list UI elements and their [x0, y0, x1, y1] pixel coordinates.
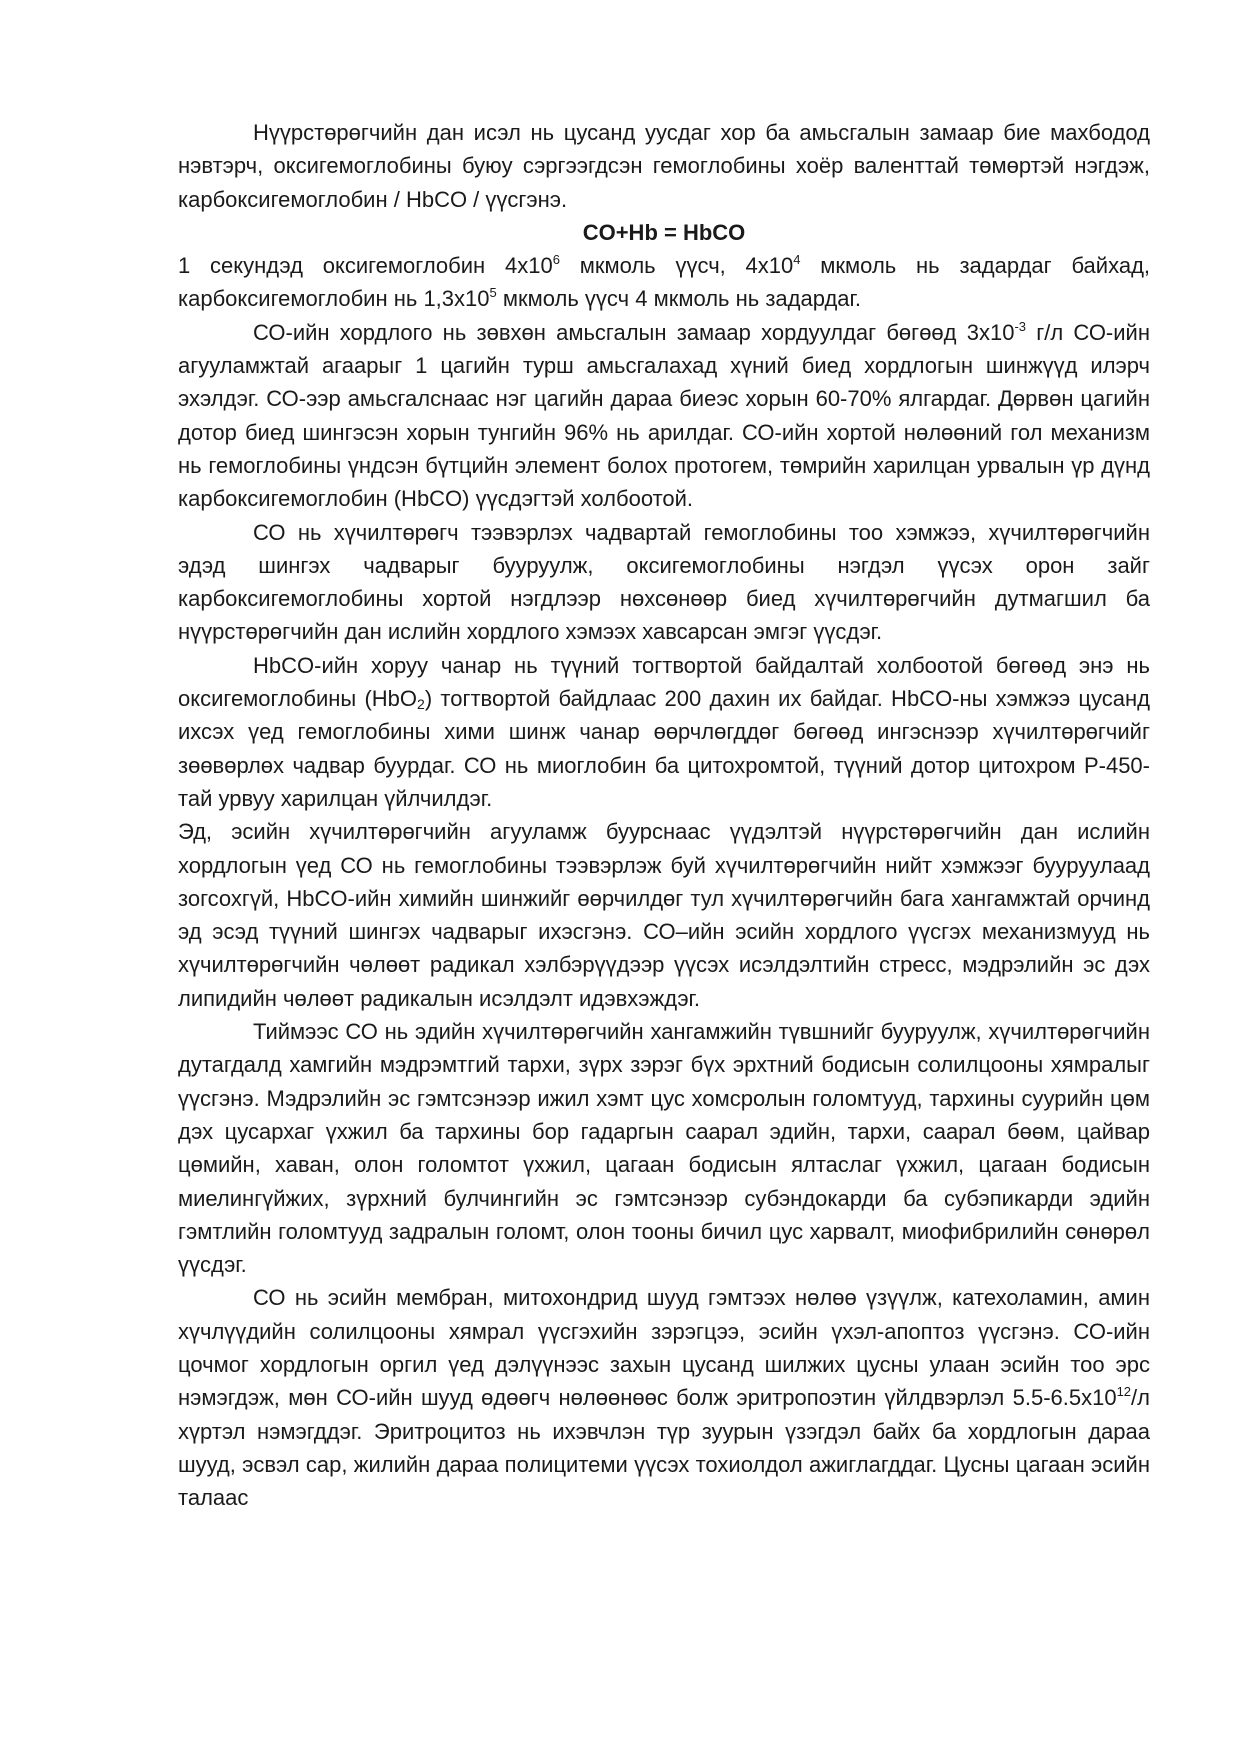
text-run: мкмоль үүсч, 4x10	[559, 253, 794, 279]
superscript: 12	[1116, 1384, 1132, 1400]
text-run: HbCO-ийн хоруу чанар нь түүний тогтвортой байдалтай холбоотой бөгөөд энэ нь оксигемоглобины (HbO	[178, 652, 1150, 712]
text-run: 1 секундэд оксигемоглобин 4x10	[178, 253, 553, 279]
text-run: Нүүрстөрөгчийн дан исэл нь цусанд уусдаг хор ба амьсгалын замаар бие махбодод нэвтэрч, оксигемоглобины буюу сэргээгдсэн гемоглобины хоёр валенттай төмөртэй нэгдэж, карбоксигемоглобин / HbCO / үүсгэнэ.	[178, 120, 1150, 212]
formula-heading	[178, 216, 1150, 249]
paragraph	[178, 649, 1150, 815]
superscript: 5	[489, 285, 497, 301]
paragraph	[178, 249, 1150, 316]
paragraph	[178, 1015, 1150, 1281]
text-run: СО-ийн хордлого нь зөвхөн амьсгалын замаар хордуулдаг бөгөөд 3x10	[253, 319, 1015, 345]
paragraph	[178, 116, 1150, 216]
paragraph	[178, 316, 1150, 516]
text-run: /л хүртэл нэмэгддэг. Эритроцитоз нь ихэвчлэн түр зуурын үзэгдэл байх ба хордлогын дараа шууд, эсвэл сар, жилийн дараа полицитеми үүсэх тохиолдол ажиглагддаг. Цусны цагаан эсийн талаас	[178, 1385, 1150, 1511]
text-run: Эд, эсийн хүчилтөрөгчийн агууламж буурснаас үүдэлтэй нүүрстөрөгчийн дан ислийн хордлогын үед СО нь гемоглобины тээвэрлэж буй хүчилтөрөгчийн нийт хэмжээг бууруулаад зогсохгүй, HbCO-ийн химийн шинжийг өөрчилдөг тул хүчилтөрөгчийн бага хангамжтай орчинд эд эсэд түүний шингэх чадварыг ихэсгэнэ. СО–ийн эсийн хордлого үүсгэх механизмууд нь хүчилтөрөгчийн чөлөөт радикал хэлбэрүүдээр үүсэх исэлдэлтийн стресс, мэдрэлийн эс дэх липидийн чөлөөт радикалын исэлдэлт идэвхэждэг.	[178, 819, 1150, 1011]
paragraph	[178, 516, 1150, 649]
paragraph	[178, 815, 1150, 1015]
superscript: -3	[1014, 318, 1026, 334]
superscript: 6	[552, 252, 560, 268]
text-run: СО нь эсийн мембран, митохондрид шууд гэмтээх нөлөө үзүүлж, катехоламин, амин хүчлүүдийн солилцооны хямрал үүсгэхийн зэрэгцээ, эсийн үхэл-апоптоз үүсгэнэ. СО-ийн цочмог хордлогын оргил үед дэлүүнээс захын цусанд шилжих цусны улаан эсийн тоо эрс нэмэгдэж, мөн СО-ийн шууд өдөөгч нөлөөнөөс болж эритропоэтин үйлдвэрлэл 5.5-6.5x10	[178, 1285, 1150, 1411]
text-run: СО нь хүчилтөрөгч тээвэрлэх чадвартай гемоглобины тоо хэмжээ, хүчилтөрөгчийн эдэд шингэх чадварыг бууруулж, оксигемоглобины нэгдэл үүсэх орон зайг карбоксигемоглобины хортой нэгдлээр нөхсөнөөр биед хүчилтөрөгчийн дутмагшил ба нүүрстөрөгчийн дан ислийн хордлого хэмээх хавсарсан эмгэг үүсдэг.	[178, 519, 1150, 645]
text-run: CO+Hb = HbCO	[582, 219, 746, 245]
text-run: ) тогтвортой байдлаас 200 дахин их байдаг. HbCO-ны хэмжээ цусанд ихсэх үед гемоглобины хими шинж чанар өөрчлөгддөг бөгөөд ингэснээр хүчилтөрөгчийг зөөвөрлөх чадвар буурдаг. СО нь миоглобин ба цитохромтой, түүний дотор цитохром Р-450-тай урвуу харилцан үйлчилдэг.	[178, 686, 1151, 811]
text-run: мкмоль үүсч 4 мкмоль нь задардаг.	[496, 286, 861, 312]
text-run: мкмоль нь задардаг байхад, карбоксигемоглобин нь 1,3x10	[178, 253, 1151, 312]
document-body	[178, 116, 1150, 1514]
superscript: 4	[793, 252, 801, 268]
text-run: Тиймээс СО нь эдийн хүчилтөрөгчийн хангамжийн түвшнийг бууруулж, хүчилтөрөгчийн дутагдалд хамгийн мэдрэмтгий тархи, зүрх зэрэг бүх эрхтний бодисын солилцооны хямралыг үүсгэнэ. Мэдрэлийн эс гэмтсэнээр ижил хэмт цус хомсролын голомтууд, тархины суурийн цөм дэх цусархаг үхжил ба тархины бор гадаргын саарал эдийн, тархи, саарал бөөм, цайвар цөмийн, хаван, олон голомтот үхжил, цагаан бодисын ялтаслаг үхжил, цагаан бодисын миелингүйжих, зүрхний булчингийн эс гэмтсэнээр субэндокарди ба субэпикарди эдийн гэмтлийн голомтууд задралын голомт, олон тооны бичил цус харвалт, миофибрилийн сөнөрөл үүсдэг.	[178, 1019, 1150, 1278]
paragraph	[178, 1281, 1150, 1514]
text-run: г/л СО-ийн агууламжтай агаарыг 1 цагийн турш амьсгалахад хүний биед хордлогын шинжүүд илэрч эхэлдэг. СО-ээр амьсгалснаас нэг цагийн дараа биеэс хорын 60-70% ялгардаг. Дөрвөн цагийн дотор биед шингэсэн хорын тунгийн 96% нь арилдаг. СО-ийн хортой нөлөөний гол механизм нь гемоглобины үндсэн бүтцийн элемент болох протогем, төмрийн харилцан урвалын үр дүнд карбоксигемоглобин (HbCO) үүсдэгтэй холбоотой.	[178, 319, 1150, 512]
subscript: 2	[417, 696, 425, 713]
